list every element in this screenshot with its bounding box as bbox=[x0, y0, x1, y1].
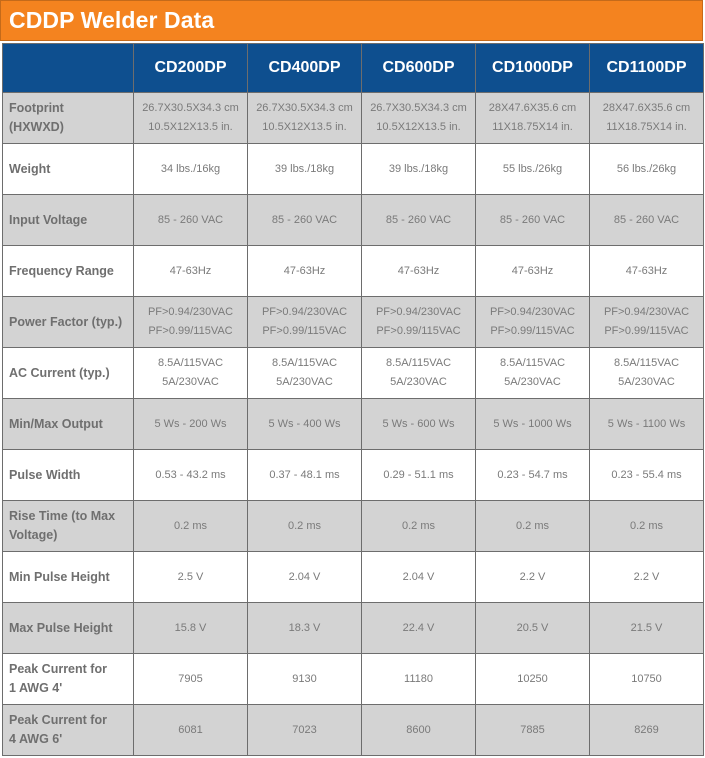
row-label-line: Max Pulse Height bbox=[9, 620, 113, 635]
value-cell bbox=[590, 297, 704, 348]
value-line: 28X47.6X35.6 cm bbox=[602, 102, 691, 114]
value-line: 11X18.75X14 in. bbox=[492, 121, 573, 133]
table-row bbox=[3, 297, 704, 348]
value-cell bbox=[248, 144, 362, 195]
table-row bbox=[3, 450, 704, 501]
value-line: 8.5A/115VAC bbox=[499, 357, 566, 369]
value-line: PF>0.94/230VAC bbox=[147, 306, 234, 318]
value-line: 8269 bbox=[634, 723, 659, 736]
value-cell bbox=[590, 399, 704, 450]
value-cell bbox=[476, 93, 590, 144]
row-label bbox=[3, 501, 134, 552]
value-cell bbox=[248, 501, 362, 552]
value-cell bbox=[476, 705, 590, 756]
value-cell bbox=[590, 144, 704, 195]
value-line: 56 lbs./26kg bbox=[616, 162, 677, 175]
row-label bbox=[3, 603, 134, 654]
row-label bbox=[3, 93, 134, 144]
table-row bbox=[3, 246, 704, 297]
value-line: 26.7X30.5X34.3 cm bbox=[142, 102, 239, 114]
value-line: 11180 bbox=[404, 672, 433, 685]
value-line: 10250 bbox=[517, 672, 548, 685]
value-cell bbox=[248, 195, 362, 246]
value-line: 21.5 V bbox=[630, 621, 663, 634]
value-cell bbox=[362, 705, 476, 756]
value-cell bbox=[134, 195, 248, 246]
value-line: 34 lbs./16kg bbox=[160, 162, 221, 175]
value-line: PF>0.99/115VAC bbox=[490, 325, 575, 337]
value-line: 5 Ws - 1000 Ws bbox=[493, 417, 572, 430]
value-cell bbox=[476, 348, 590, 399]
value-line: 10.5X12X13.5 in. bbox=[148, 121, 233, 133]
value-line: 8.5A/115VAC bbox=[157, 357, 224, 369]
value-line: 0.2 ms bbox=[401, 519, 435, 532]
table-row bbox=[3, 603, 704, 654]
model-header: CD400DP bbox=[248, 44, 362, 93]
value-line: 85 - 260 VAC bbox=[613, 213, 680, 226]
value-line: 5 Ws - 1100 Ws bbox=[607, 417, 686, 430]
value-line: PF>0.94/230VAC bbox=[375, 306, 462, 318]
value-line: 2.04 V bbox=[402, 570, 435, 583]
table-row bbox=[3, 501, 704, 552]
table-row bbox=[3, 348, 704, 399]
value-line: 15.8 V bbox=[174, 621, 207, 634]
value-cell bbox=[362, 399, 476, 450]
value-cell bbox=[362, 654, 476, 705]
model-header: CD1100DP bbox=[590, 44, 704, 93]
value-line: 0.23 - 55.4 ms bbox=[611, 468, 682, 481]
row-label-line: Rise Time (to Max bbox=[9, 509, 116, 523]
value-line: 5 Ws - 600 Ws bbox=[382, 417, 455, 430]
value-cell bbox=[362, 195, 476, 246]
title-banner bbox=[0, 0, 703, 41]
value-line: 47-63Hz bbox=[169, 264, 212, 277]
value-cell bbox=[590, 705, 704, 756]
table-row bbox=[3, 654, 704, 705]
value-line: 0.2 ms bbox=[173, 519, 207, 532]
value-line: 10.5X12X13.5 in. bbox=[376, 121, 461, 133]
value-line: 8.5A/115VAC bbox=[613, 357, 680, 369]
value-cell bbox=[590, 195, 704, 246]
value-cell bbox=[248, 348, 362, 399]
value-line: 20.5 V bbox=[516, 621, 549, 634]
header-corner-cell bbox=[3, 44, 134, 93]
value-cell bbox=[134, 348, 248, 399]
row-label-line: Input Voltage bbox=[9, 212, 88, 227]
value-line: 2.2 V bbox=[633, 570, 660, 583]
value-line: 85 - 260 VAC bbox=[499, 213, 566, 226]
value-cell bbox=[476, 195, 590, 246]
value-cell bbox=[590, 93, 704, 144]
value-cell bbox=[476, 399, 590, 450]
value-line: 0.2 ms bbox=[629, 519, 663, 532]
value-line: 18.3 V bbox=[288, 621, 321, 634]
value-line: 5A/230VAC bbox=[162, 376, 219, 388]
value-line: PF>0.99/115VAC bbox=[262, 325, 347, 337]
value-line: PF>0.99/115VAC bbox=[604, 325, 689, 337]
value-cell bbox=[590, 552, 704, 603]
value-cell bbox=[362, 501, 476, 552]
value-line: PF>0.94/230VAC bbox=[489, 306, 576, 318]
value-line: PF>0.94/230VAC bbox=[603, 306, 690, 318]
value-cell bbox=[248, 297, 362, 348]
value-cell bbox=[590, 246, 704, 297]
row-label bbox=[3, 144, 134, 195]
value-line: 26.7X30.5X34.3 cm bbox=[370, 102, 467, 114]
value-line: 7023 bbox=[292, 723, 317, 736]
value-cell bbox=[476, 297, 590, 348]
value-line: PF>0.94/230VAC bbox=[261, 306, 348, 318]
value-cell bbox=[476, 603, 590, 654]
value-line: 0.2 ms bbox=[287, 519, 321, 532]
value-line: 8600 bbox=[406, 723, 431, 736]
value-cell bbox=[134, 93, 248, 144]
value-cell bbox=[362, 93, 476, 144]
row-label-line: 1 AWG 4' bbox=[9, 681, 63, 695]
value-line: 8.5A/115VAC bbox=[385, 357, 452, 369]
value-cell bbox=[362, 144, 476, 195]
value-cell bbox=[590, 501, 704, 552]
value-line: 5A/230VAC bbox=[390, 376, 447, 388]
value-cell bbox=[134, 399, 248, 450]
value-cell bbox=[476, 246, 590, 297]
value-cell bbox=[134, 603, 248, 654]
value-cell bbox=[134, 552, 248, 603]
row-label-line: Frequency Range bbox=[9, 263, 114, 278]
value-line: 47-63Hz bbox=[625, 264, 668, 277]
table-row bbox=[3, 195, 704, 246]
row-label-line: Pulse Width bbox=[9, 467, 81, 482]
value-line: 85 - 260 VAC bbox=[385, 213, 452, 226]
value-line: 8.5A/115VAC bbox=[271, 357, 338, 369]
value-cell bbox=[248, 93, 362, 144]
value-cell bbox=[134, 144, 248, 195]
row-label-line: Min/Max Output bbox=[9, 416, 103, 431]
value-line: 28X47.6X35.6 cm bbox=[488, 102, 577, 114]
row-label bbox=[3, 552, 134, 603]
value-cell bbox=[134, 501, 248, 552]
model-header: CD1000DP bbox=[476, 44, 590, 93]
value-cell bbox=[476, 654, 590, 705]
value-line: 0.2 ms bbox=[515, 519, 549, 532]
value-line: PF>0.99/115VAC bbox=[148, 325, 233, 337]
row-label-line: Voltage) bbox=[9, 528, 58, 542]
row-label bbox=[3, 246, 134, 297]
value-line: 5A/230VAC bbox=[504, 376, 561, 388]
value-line: 22.4 V bbox=[402, 621, 435, 634]
value-cell bbox=[476, 552, 590, 603]
value-cell bbox=[590, 450, 704, 501]
value-cell bbox=[248, 399, 362, 450]
value-cell bbox=[134, 246, 248, 297]
value-cell bbox=[248, 246, 362, 297]
table-row bbox=[3, 705, 704, 756]
value-cell bbox=[134, 297, 248, 348]
table-row bbox=[3, 93, 704, 144]
row-label-line: Peak Current for bbox=[9, 713, 107, 727]
value-cell bbox=[134, 705, 248, 756]
value-cell bbox=[476, 144, 590, 195]
value-line: 55 lbs./26kg bbox=[502, 162, 563, 175]
row-label-line: Min Pulse Height bbox=[9, 569, 110, 584]
value-line: 7885 bbox=[520, 723, 545, 736]
value-line: 10750 bbox=[631, 672, 662, 685]
value-line: 5A/230VAC bbox=[276, 376, 333, 388]
value-line: 0.23 - 54.7 ms bbox=[497, 468, 568, 481]
value-cell bbox=[362, 246, 476, 297]
value-cell bbox=[476, 450, 590, 501]
table-body bbox=[3, 93, 704, 756]
value-cell bbox=[362, 450, 476, 501]
value-line: 2.2 V bbox=[519, 570, 546, 583]
row-label-line: Peak Current for bbox=[9, 662, 107, 676]
value-line: 11X18.75X14 in. bbox=[606, 121, 687, 133]
value-line: 85 - 260 VAC bbox=[157, 213, 224, 226]
row-label-line: Weight bbox=[9, 161, 51, 176]
value-line: 9130 bbox=[292, 672, 317, 685]
value-cell bbox=[248, 654, 362, 705]
value-line: PF>0.99/115VAC bbox=[376, 325, 461, 337]
row-label bbox=[3, 450, 134, 501]
value-cell bbox=[248, 603, 362, 654]
value-line: 5 Ws - 200 Ws bbox=[154, 417, 227, 430]
page-title: CDDP Welder Data bbox=[9, 7, 215, 33]
row-label-line: (HXWXD) bbox=[9, 120, 64, 134]
value-cell bbox=[248, 552, 362, 603]
row-label bbox=[3, 399, 134, 450]
value-line: 2.5 V bbox=[177, 570, 204, 583]
value-line: 0.53 - 43.2 ms bbox=[155, 468, 226, 481]
table-row bbox=[3, 144, 704, 195]
value-cell bbox=[362, 552, 476, 603]
value-cell bbox=[362, 297, 476, 348]
row-label bbox=[3, 705, 134, 756]
value-cell bbox=[590, 348, 704, 399]
table-row bbox=[3, 399, 704, 450]
value-cell bbox=[590, 654, 704, 705]
table-row bbox=[3, 552, 704, 603]
row-label bbox=[3, 297, 134, 348]
value-line: 6081 bbox=[178, 723, 203, 736]
spec-table bbox=[2, 43, 704, 756]
value-line: 47-63Hz bbox=[397, 264, 440, 277]
value-line: 39 lbs./18kg bbox=[274, 162, 335, 175]
value-cell bbox=[248, 450, 362, 501]
row-label bbox=[3, 348, 134, 399]
value-line: 10.5X12X13.5 in. bbox=[262, 121, 347, 133]
value-cell bbox=[134, 450, 248, 501]
value-cell bbox=[362, 603, 476, 654]
value-cell bbox=[590, 603, 704, 654]
value-line: 85 - 260 VAC bbox=[271, 213, 338, 226]
value-line: 0.37 - 48.1 ms bbox=[269, 468, 340, 481]
row-label-line: Power Factor (typ.) bbox=[9, 314, 123, 329]
value-line: 47-63Hz bbox=[511, 264, 554, 277]
header-row bbox=[3, 44, 704, 93]
value-line: 47-63Hz bbox=[283, 264, 326, 277]
row-label bbox=[3, 654, 134, 705]
value-line: 5A/230VAC bbox=[618, 376, 675, 388]
model-header: CD600DP bbox=[362, 44, 476, 93]
row-label-line: AC Current (typ.) bbox=[9, 365, 110, 380]
value-line: 2.04 V bbox=[288, 570, 321, 583]
value-line: 7905 bbox=[178, 672, 203, 685]
value-cell bbox=[248, 705, 362, 756]
model-header: CD200DP bbox=[134, 44, 248, 93]
row-label-line: Footprint bbox=[9, 101, 64, 115]
value-cell bbox=[362, 348, 476, 399]
value-line: 26.7X30.5X34.3 cm bbox=[256, 102, 353, 114]
value-line: 0.29 - 51.1 ms bbox=[383, 468, 454, 481]
row-label bbox=[3, 195, 134, 246]
value-line: 5 Ws - 400 Ws bbox=[268, 417, 341, 430]
value-cell bbox=[476, 501, 590, 552]
row-label-line: 4 AWG 6' bbox=[9, 732, 63, 746]
value-line: 39 lbs./18kg bbox=[388, 162, 449, 175]
value-cell bbox=[134, 654, 248, 705]
